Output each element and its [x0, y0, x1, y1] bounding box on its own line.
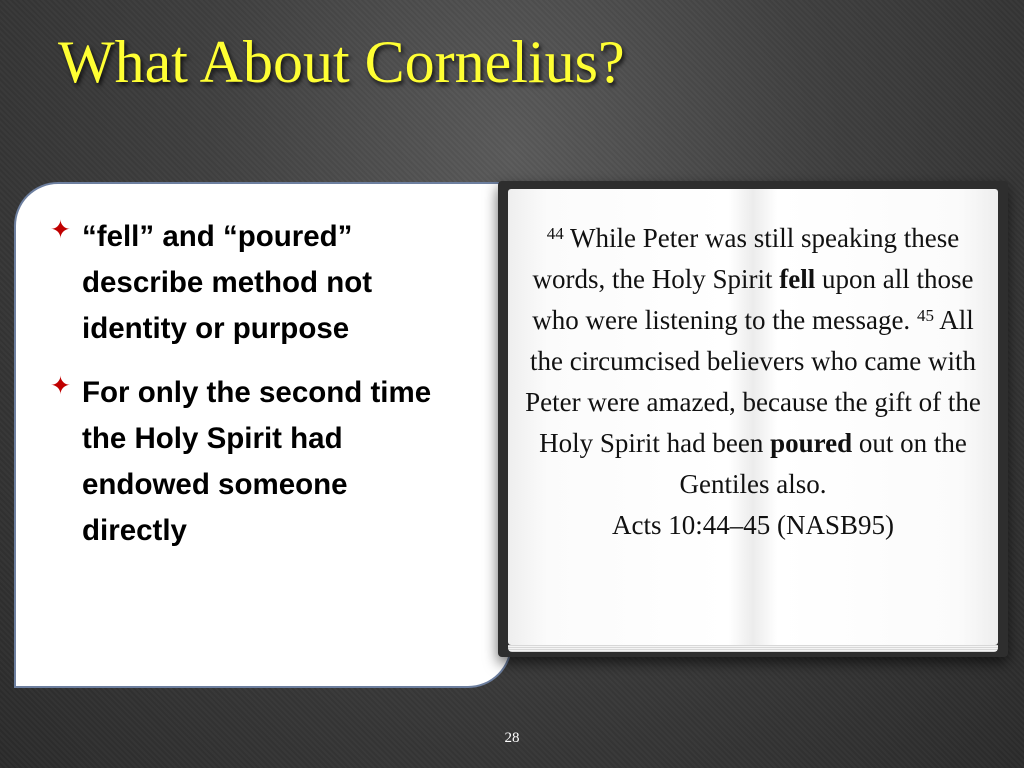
bullet-panel	[14, 182, 512, 688]
emphasis-word: fell	[779, 264, 816, 294]
emphasis-word: poured	[770, 428, 853, 458]
open-book-image	[498, 181, 1008, 657]
book-page	[508, 189, 998, 645]
scripture-reference: Acts 10:44–45 (NASB95)	[612, 510, 894, 540]
verse-text: out on the Gentiles also.	[679, 428, 967, 499]
bullet-text: “fell” and “poured” describe method not identity or purpose	[82, 220, 373, 345]
bullet-list	[50, 214, 450, 572]
bullet-item	[50, 214, 450, 352]
verse-text: While Peter was still speaking these words, the Holy Spirit	[532, 223, 960, 294]
verse-text: All the circumcised believers who came with Peter were amazed, because the gift of the Holy Spirit had been	[525, 305, 981, 458]
bullet-text: For only the second time the Holy Spirit had endowed someone directly	[82, 376, 432, 547]
slide-title: What About Cornelius?	[58, 29, 625, 95]
star-bullet-icon: ✦	[50, 371, 71, 400]
scripture-passage	[522, 218, 984, 546]
page-number: 28	[504, 730, 520, 746]
verse-text: upon all those who were listening to the message.	[532, 264, 974, 335]
bullet-item	[50, 370, 450, 554]
verse-number: 45	[916, 306, 934, 325]
star-bullet-icon: ✦	[50, 215, 71, 244]
verse-number: 44	[546, 224, 564, 243]
